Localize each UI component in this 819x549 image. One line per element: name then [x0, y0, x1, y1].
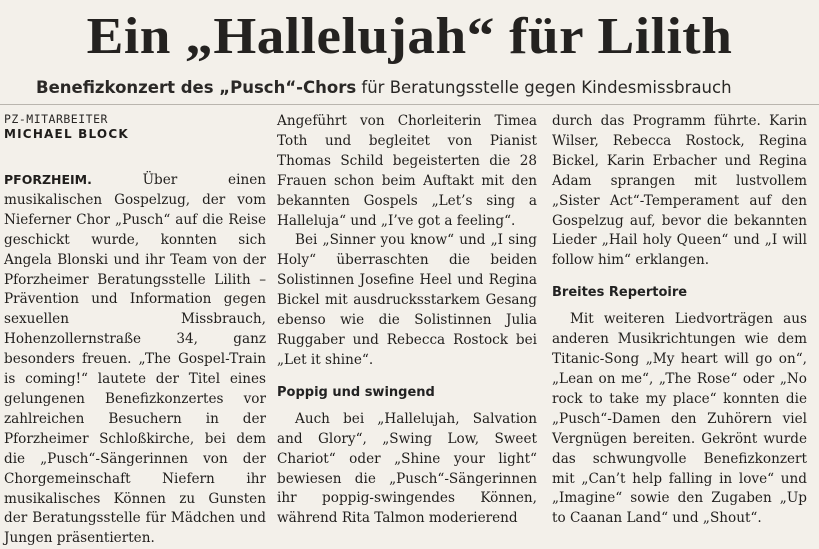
paragraph-6: Mit weiteren Liedvorträgen aus anderen Musikrichtungen wie dem Titanic-Song „My heart will go on“, „Lean on me“, „The Rose“ oder „No rock to take my place“ konnten die „Pusch“-Damen den Zuhörern viel Vergnügen bereiten. Gekrönt wurde das schwungvolle Benefizkonzert mit „Can’t help falling in love“ und „Imagine“ sowie den Zugaben „Up to Caanan Land“ und „Shout“. — [552, 311, 807, 527]
subheading-2: Breites Repertoire — [552, 285, 688, 301]
paragraph-3: Bei „Sinner you know“ und „I sing Holy“ überraschten die beiden Solistinnen Josefine Heel und Regina Bickel mit ausdrucksstarkem Gesang ebenso wie die Solistinnen Julia Ruggaber und Rebecca Rostock bei „Let it shine“. — [277, 232, 537, 368]
paragraph-4: Auch bei „Hallelujah, Salvation and Glory“, „Swing Low, Sweet Chariot“ oder „Shine your light“ bewiesen die „Pusch“-Sängerinnen ihr poppig-swingendes Können, während Rita Talmon moderierend — [277, 410, 537, 527]
column-1 — [4, 112, 266, 549]
paragraph-1-text: Über einen musikalischen Gospelzug, der vom Nieferner Chor „Pusch“ auf die Reise geschickt wurde, konnten sich Angela Blonski und ihr Team von der Pforzheimer Beratungsstelle Lilith – Prävention und Information gegen sexuellen Missbrauch, Hohenzollernstraße 34, ganz besonders freuen. „The Gospel-Train is coming!“ lautete der Titel eines gelungenen Benefizkonzertes vor zahlreichen Besuchern in der Pforzheimer Schloßkirche, bei dem die „Pusch“-Sängerinnen von der Chorgemeinschaft Niefern ihr musikalisches Können zu Gunsten der Beratungsstelle für Mädchen und Jungen präsentierten. — [4, 172, 266, 547]
divider — [0, 104, 819, 105]
paragraph-2: Angeführt von Chorleiterin Timea Toth und begleitet von Pianist Thomas Schild begeisterten die 28 Frauen schon beim Auftakt mit den bekannten Gospels „Let’s sing a Halleluja“ und „I’ve got a feeling“. — [277, 113, 537, 229]
subheading-1: Poppig und swingend — [277, 384, 435, 400]
column-2 — [277, 112, 537, 529]
byline-name: MICHAEL BLOCK — [4, 127, 129, 141]
subheadline — [36, 78, 796, 98]
subheadline-rest: für Beratungsstelle gegen Kindesmissbrauch — [356, 78, 732, 97]
column-3 — [552, 112, 807, 529]
paragraph-1 — [4, 170, 266, 549]
paragraph-5: durch das Programm führte. Karin Wilser, Rebecca Rostock, Regina Bickel, Karin Erbacher und Regina Adam sprangen mit lustvollem „Sister Act“-Temperament auf den Gospelzug auf, bevor die bekannten Lieder „Hail holy Queen“ und „I will follow him“ erklangen. — [552, 113, 807, 269]
byline-role: PZ-MITARBEITER — [4, 112, 108, 126]
subheadline-bold: Benefizkonzert des „Pusch“-Chors — [36, 78, 357, 97]
headline: Ein „Hallelujah“ für Lilith — [86, 8, 733, 65]
dateline: PFORZHEIM. — [4, 172, 92, 187]
